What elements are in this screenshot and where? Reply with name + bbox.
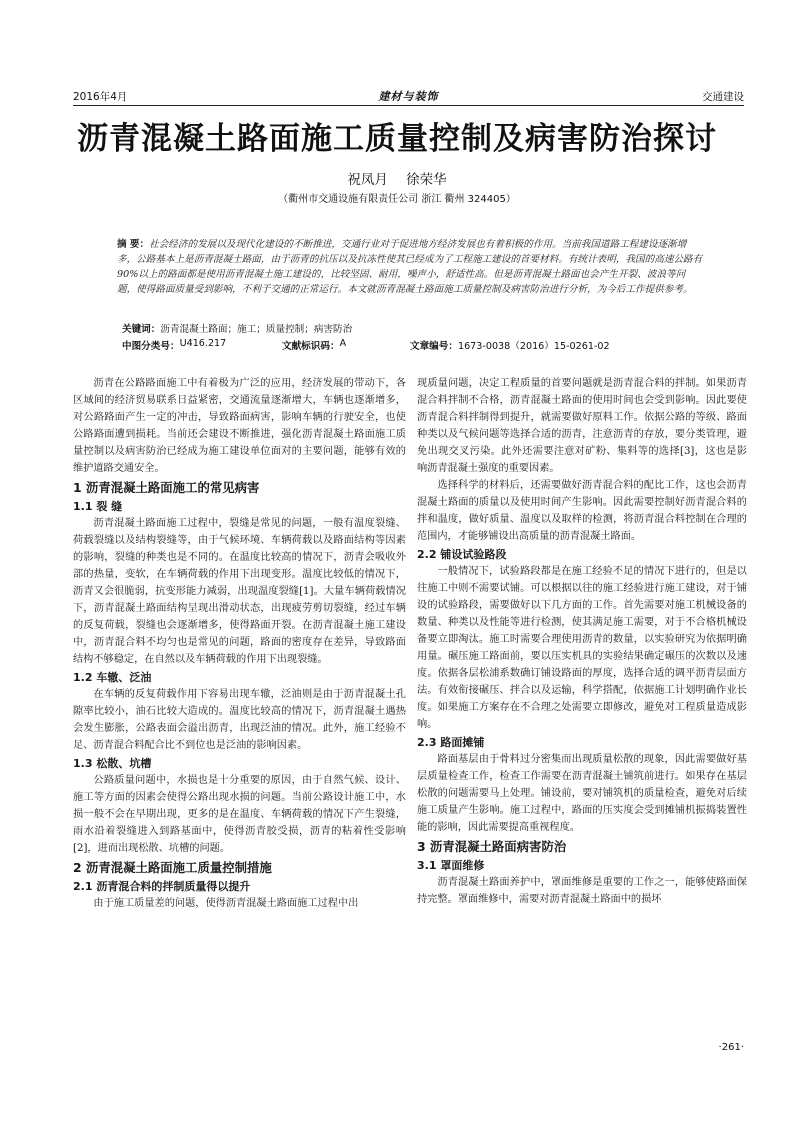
article-value: 1673-0038（2016）15-0261-02 xyxy=(457,341,610,352)
section-name: 交通建设 xyxy=(702,91,744,103)
body-paragraph: 沥青混凝土路面养护中，罩面维修是重要的工作之一，能够使路面保持完整。罩面维修中，需要对沥青混凝土路面中的损坏 xyxy=(417,877,747,905)
left-column xyxy=(73,375,406,912)
section-heading: 2 沥青混凝土路面施工质量控制措施 xyxy=(73,860,272,875)
subsection-heading: 1.1 裂 缝 xyxy=(73,500,123,513)
body-paragraph: 在车辆的反复荷载作用下容易出现车辙，泛油则是由于沥青混凝土孔隙率比较小，油石比较大造成的。温度比较高的情况下，沥青混凝土遇热会发生膨胀，公路表面会溢出沥青，出现泛油的情况。此外，施工经验不足、沥青混合料配合比不到位也是泛油的影响因素。 xyxy=(73,689,406,751)
body-paragraph: 路面基层由于骨料过分密集而出现质量松散的现象，因此需要做好基层质量检查工作，检查工作需要在沥青混凝土铺筑前进行。如果存在基层松散的问题需要马上处理。铺设前，要对铺筑机的质量检查，避免对后续施工质量产生影响。施工过程中，路面的压实度会受到摊铺机振捣装置性能的影响，因此需要提高重视程度。 xyxy=(417,754,747,833)
page-header xyxy=(73,86,744,106)
authors: 祝凤月 徐荣华 xyxy=(347,172,447,188)
abstract xyxy=(117,237,704,297)
article-label: 文章编号： xyxy=(410,341,458,352)
doc-value: A xyxy=(339,338,347,349)
right-column xyxy=(417,375,747,908)
abstract-label: 摘 要： xyxy=(117,239,150,250)
body-paragraph: 一般情况下，试验路段都是在施工经验不足的情况下进行的，但是以往施工中则不需要试铺。可以根据以往的施工经验进行施工建设，对于铺设的试验路段，需要做好以下几方面的工作。首先需要对施工机械设备的数量、种类以及性能等进行检测，使其满足施工需要，对于不合格机械设备要立即淘汰。施工时需要合理使用沥青的数量，以实验研究为依据明确用量。碾压施工路面前，要以压实机具的实验结果确定碾压的次数以及速度。依据各层松浦系数确订铺设路面的厚度，选择合适的调平沥青层面方法。有效衔接碾压、拌合以及运输，科学搭配，依据施工计划明确作业长度。如果施工方案存在不合理之处需要立即修改，避免对工程质量造成影响。 xyxy=(417,566,747,730)
body-paragraph: 由于施工质量差的问题，使得沥青混凝土路面施工过程中出 xyxy=(93,898,359,909)
paper-title: 沥青混凝土路面施工质量控制及病害防治探讨 xyxy=(77,121,717,157)
subsection-heading: 2.3 路面摊铺 xyxy=(417,736,485,749)
subsection-heading: 2.2 铺设试验路段 xyxy=(417,548,507,561)
issue-date: 2016年4月 xyxy=(73,91,128,103)
doc-label: 文献标识码： xyxy=(282,341,340,352)
body-paragraph: 沥青混凝土路面施工过程中，裂缝是常见的问题，一般有温度裂缝、荷载裂缝以及结构裂缝等，由于气候环境、车辆荷载以及路面结构等因素的影响，裂缝的种类也是不同的。在温度比较高的情况下，沥青会吸收外部的热量，变软，在车辆荷载的作用下出现变形。温度比较低的情况下，沥青又会很脆弱，抗变形能力减弱，出现温度裂缝[1]。大量车辆荷载情况下，沥青混凝土路面结构呈现出滑动状态，出现疲劳剪切裂缝，经过车辆的反复荷载，裂缝也会逐渐增多，使得路面开裂。在沥青混凝土施工建设中，沥青混合料不均匀也是常见的问题，路面的密度存在差异，导致路面结构不够稳定，在自然以及车辆荷载的作用下出现裂缝。 xyxy=(73,518,406,665)
body-paragraph: 公路质量问题中，水损也是十分重要的原因，由于自然气候、设计、施工等方面的因素会使得公路出现水损的问题。当前公路设计施工中，水损一般不会在早期出现，更多的是在温度、车辆荷载的情况下产生裂缝，雨水沿着裂缝进入到路基面中，使得沥青胶受损，沥青的粘着性受影响[2]，进而出现松散、坑槽的问题。 xyxy=(73,775,406,854)
page-number: ·261· xyxy=(718,1042,744,1053)
subsection-heading: 1.3 松散、坑槽 xyxy=(73,757,152,770)
journal-name: 建材与装饰 xyxy=(378,90,439,103)
subsection-heading: 3.1 罩面维修 xyxy=(417,859,485,872)
subsection-heading: 2.1 沥青混合料的拌制质量得以提升 xyxy=(73,880,251,893)
clc-number xyxy=(122,338,227,352)
affiliation: （衢州市交通设施有限责任公司 浙江 衢州 324405） xyxy=(278,194,516,205)
section-heading: 1 沥青混凝土路面施工的常见病害 xyxy=(73,480,260,495)
doc-code xyxy=(282,338,347,352)
keywords-label: 关键词： xyxy=(122,324,161,335)
header-divider xyxy=(73,105,744,106)
keywords xyxy=(122,321,704,335)
intro-paragraph: 沥青在公路路面施工中有着极为广泛的应用，经济发展的带动下，各区域间的经济贸易联系日益紧密，交通流量逐渐增大，车辆也逐渐增多，对公路路面产生一定的冲击，导致路面病害，影响车辆的行驶安全，也使公路路面遭到损耗。当前还会建设不断推进，强化沥青混凝土路面施工质量控制以及病害防治已经成为施工建设单位面对的主要问题，能够有效的维护道路交通安全。 xyxy=(73,378,406,474)
keywords-text: 沥青混凝土路面；施工；质量控制；病害防治 xyxy=(160,324,353,335)
article-number xyxy=(410,338,610,352)
subsection-heading: 1.2 车辙、泛油 xyxy=(73,671,152,684)
clc-value: U416.217 xyxy=(179,338,227,349)
body-paragraph: 选择科学的材料后，还需要做好沥青混合料的配比工作，这也会沥青混凝土路面的质量以及使用时间产生影响。因此需要控制好沥青混合料的拌和温度，做好质量、温度以及取样的检测，将沥青混合料控制在合理的范围内，才能够铺设出高质量的沥青混凝土路面。 xyxy=(417,480,747,542)
abstract-text: 社会经济的发展以及现代化建设的不断推进，交通行业对于促进地方经济发展也有着积极的作用。当前我国道路工程建设逐渐增多，公路基本上是沥青混凝土路面，由于沥青的抗压以及抗冻性使其已经成为了工程施工建设的首要材料。有统计表明，我国的高速公路有90%以上的路面都是使用沥青混凝土施工建设的，比较坚固、耐用，噪声小，舒适性高。但是沥青混凝土路面也会产生开裂、波浪等问题，使得路面质量受到影响，不利于交通的正常运行。本文就沥青混凝土路面施工质量控制及病害防治进行分析，为今后工作提供参考。 xyxy=(117,239,703,295)
body-paragraph: 现质量问题，决定工程质量的首要问题就是沥青混合料的拌制。如果沥青混合料拌制不合格，沥青混凝土路面的使用时间也会受到影响。因此要使沥青混合料拌制得到提升，就需要做好原料工作。依据公路的等级、路面种类以及气候问题等选择合适的沥青，注意沥青的存放，要分类管理，避免出现交叉污染。此外还需要注意对矿粉、集料等的选择[3]，这也是影响沥青混凝土强度的重要因素。 xyxy=(417,378,747,474)
section-heading: 3 沥青混凝土路面病害防治 xyxy=(417,839,567,854)
clc-label: 中图分类号： xyxy=(122,341,180,352)
